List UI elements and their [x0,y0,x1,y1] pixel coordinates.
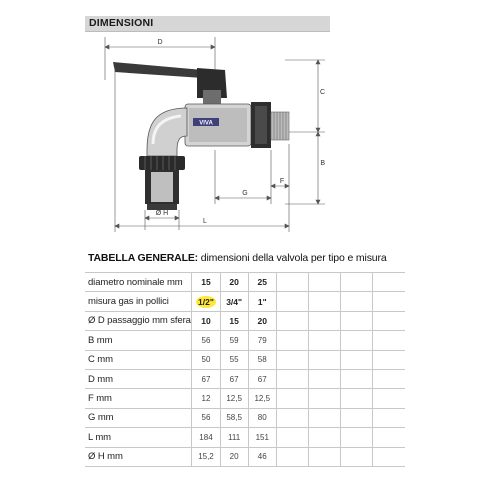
row-label: Ø H mm [85,447,192,466]
label-f: F [279,178,285,185]
valve-body [185,102,289,148]
table-cell: 15,2 [192,447,220,466]
empty-cell [373,447,405,466]
empty-cell [308,389,340,408]
empty-cell [276,273,308,292]
table-row [85,408,405,427]
empty-cell [276,408,308,427]
table-cell: 80 [248,408,276,427]
table-cell: 20 [220,447,248,466]
table-cell: 12,5 [220,389,248,408]
table-title-rest: dimensioni della valvola per tipo e misura [198,252,387,264]
empty-cell [341,369,373,388]
empty-cell [276,292,308,311]
empty-cell [341,428,373,447]
empty-cell [308,273,340,292]
dimension-cb [285,60,325,204]
table-cell: 59 [220,331,248,350]
empty-cell [308,428,340,447]
empty-cell [341,292,373,311]
empty-cell [276,447,308,466]
valve-technical-drawing [85,32,330,244]
table-cell: 56 [192,331,220,350]
row-label: Ø D passaggio mm sfera [85,311,192,330]
row-label: G mm [85,408,192,427]
row-label: C mm [85,350,192,369]
empty-cell [373,292,405,311]
table-cell: 55 [220,350,248,369]
brand-label: VIVA [199,120,213,127]
label-l: L [203,218,207,225]
empty-cell [276,428,308,447]
empty-cell [373,350,405,369]
table-cell: 111 [220,428,248,447]
table-row [85,273,405,292]
empty-cell [341,447,373,466]
empty-cell [276,311,308,330]
empty-cell [308,311,340,330]
empty-cell [341,311,373,330]
valve-elbow [147,108,187,156]
empty-cell [341,389,373,408]
empty-cell [341,331,373,350]
table-cell: 46 [248,447,276,466]
row-label: L mm [85,428,192,447]
section-header [85,16,330,32]
table-cell: 184 [192,428,220,447]
table-cell: 67 [192,369,220,388]
table-cell: 10 [192,311,220,330]
empty-cell [341,408,373,427]
empty-cell [276,350,308,369]
label-c: C [319,89,325,96]
empty-cell [341,273,373,292]
table-cell [192,292,220,311]
table-cell: 25 [248,273,276,292]
empty-cell [276,389,308,408]
dimension-table [85,272,405,467]
table-cell: 20 [248,311,276,330]
empty-cell [373,331,405,350]
table-cell: 50 [192,350,220,369]
empty-cell [373,311,405,330]
table-row [85,350,405,369]
label-oh: Ø H [155,210,169,217]
table-row [85,331,405,350]
table-cell: 79 [248,331,276,350]
empty-cell [373,389,405,408]
table-cell: 12 [192,389,220,408]
table-row [85,447,405,466]
row-label: D mm [85,369,192,388]
label-g: G [242,190,248,197]
table-cell: 15 [220,311,248,330]
empty-cell [373,273,405,292]
empty-cell [308,292,340,311]
row-label: B mm [85,331,192,350]
table-row [85,292,405,311]
empty-cell [308,369,340,388]
table-cell: 12,5 [248,389,276,408]
table-row [85,369,405,388]
empty-cell [276,331,308,350]
table-cell: 58 [248,350,276,369]
table-cell: 58,5 [220,408,248,427]
table-cell: 1" [248,292,276,311]
table-cell: 15 [192,273,220,292]
table-cell: 67 [220,369,248,388]
table-title-bold: TABELLA GENERALE: [88,252,199,264]
table-cell: 56 [192,408,220,427]
label-d: D [157,39,163,46]
hose-connector [139,156,185,210]
table-cell: 67 [248,369,276,388]
empty-cell [308,331,340,350]
section-title: DIMENSIONI [89,17,154,29]
table-cell: 151 [248,428,276,447]
table-row [85,428,405,447]
table-cell: 20 [220,273,248,292]
highlighted-value: 1/2" [198,296,214,307]
label-b: B [320,160,325,167]
row-label: F mm [85,389,192,408]
empty-cell [373,369,405,388]
empty-cell [341,350,373,369]
empty-cell [276,369,308,388]
valve-handle [113,62,227,104]
empty-cell [373,408,405,427]
table-row [85,389,405,408]
empty-cell [308,350,340,369]
row-label: diametro nominale mm [85,273,192,292]
row-label: misura gas in pollici [85,292,192,311]
table-row [85,311,405,330]
empty-cell [308,447,340,466]
empty-cell [373,428,405,447]
table-cell: 3/4" [220,292,248,311]
table-title [88,252,387,264]
empty-cell [308,408,340,427]
